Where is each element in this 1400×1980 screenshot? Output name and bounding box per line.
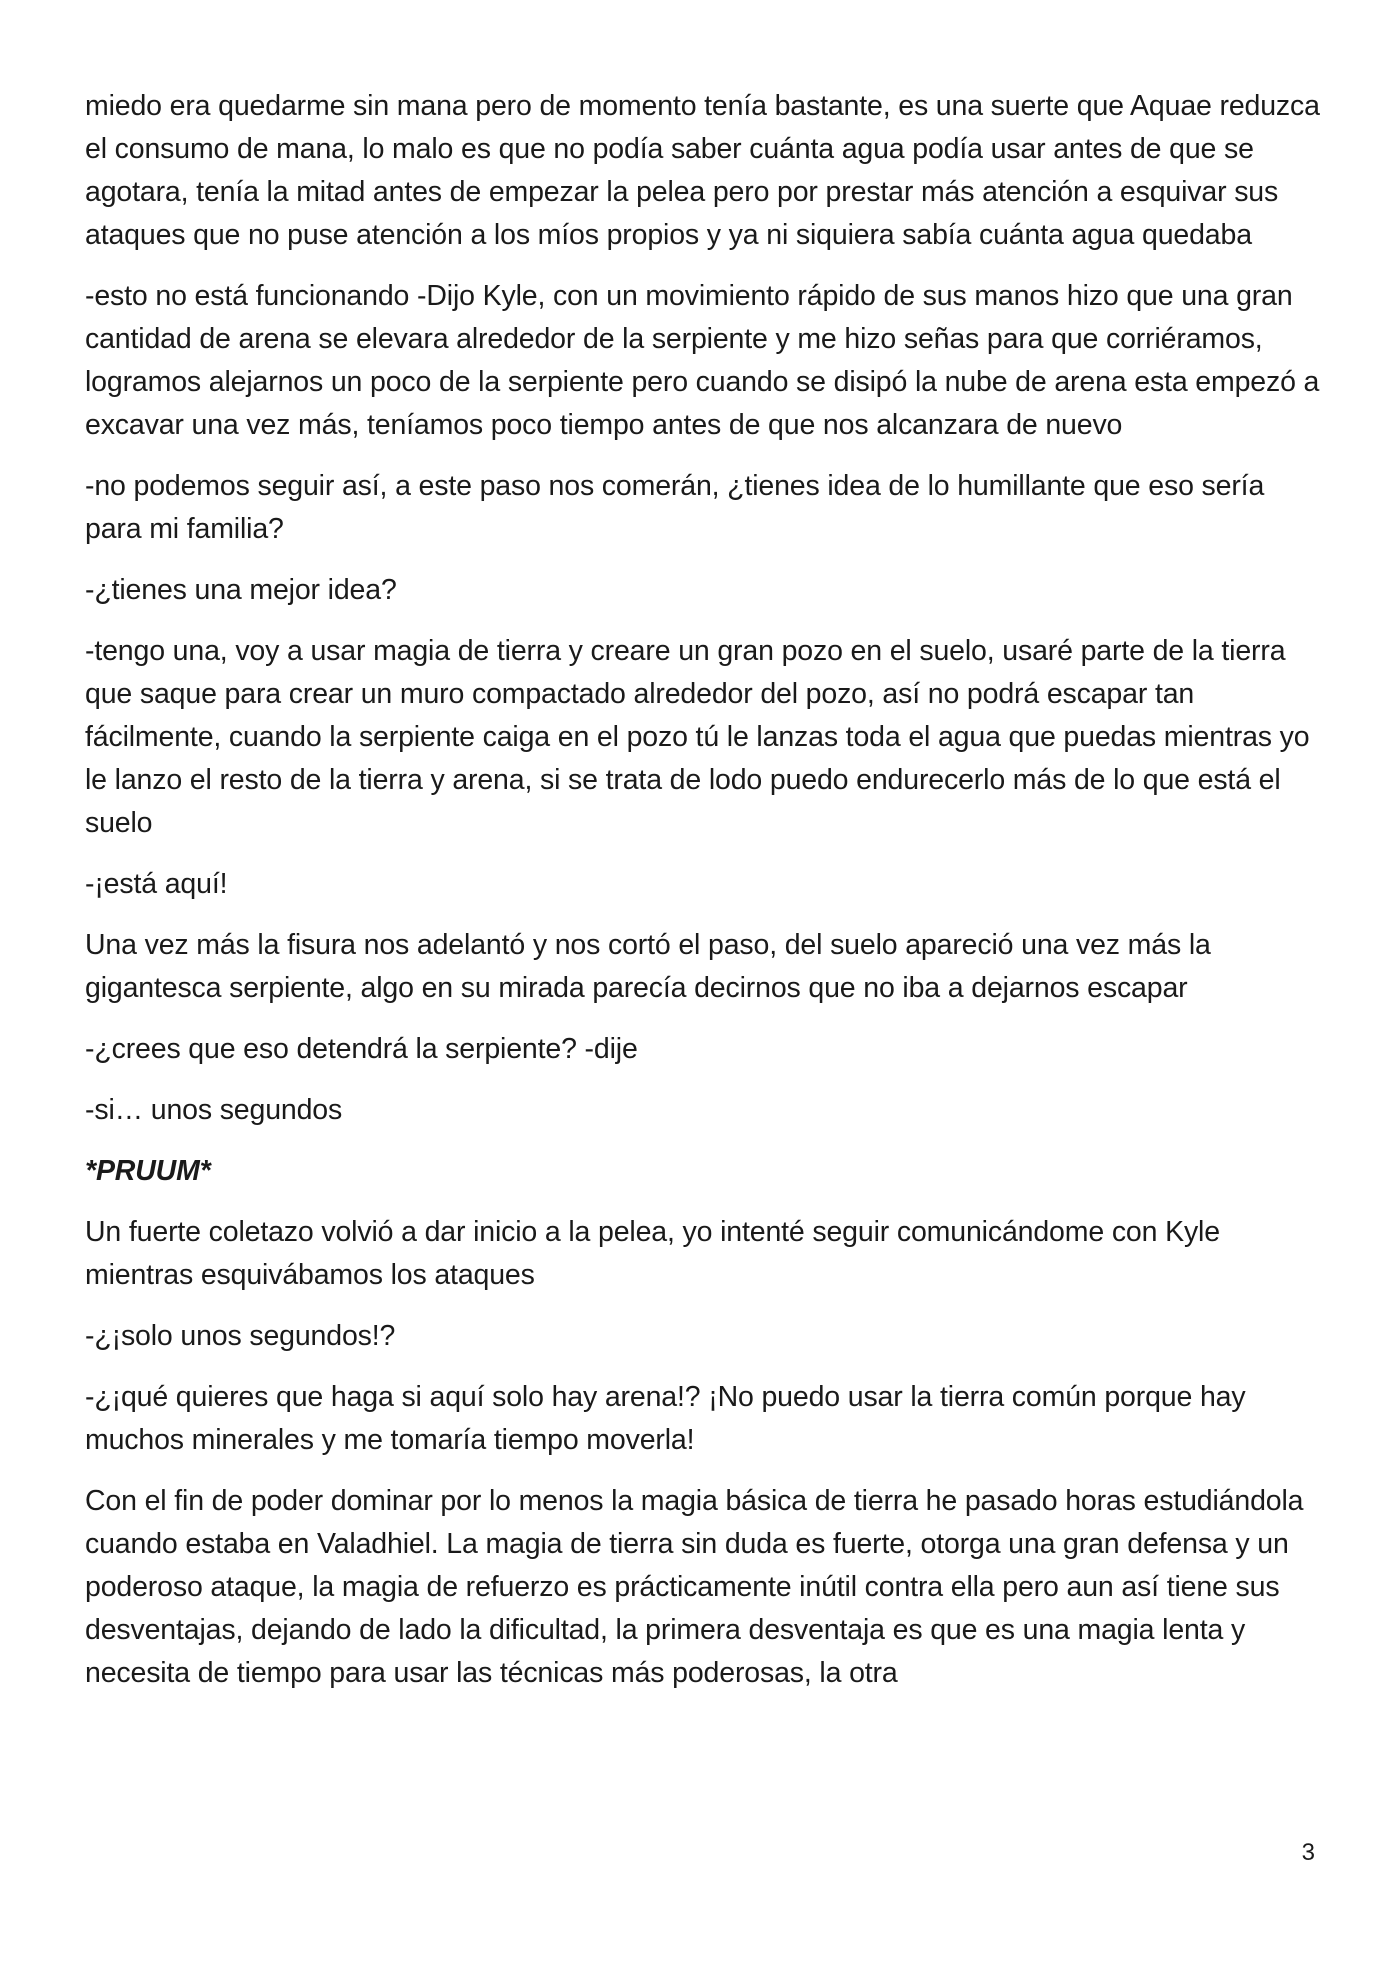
page-number: 3 [1301,1839,1315,1866]
paragraph: -¿tienes una mejor idea? [85,574,397,606]
paragraph: -¡está aquí! [85,868,228,900]
paragraph: -¿¡solo unos segundos!? [85,1320,396,1352]
paragraph: -¿¡qué quieres que haga si aquí solo hay arena!? ¡No puedo usar la tierra común porque hay muchos minerales y me tomaría tiempo moverla! [85,1381,1246,1456]
paragraph: -no podemos seguir así, a este paso nos comerán, ¿tienes idea de lo humillante que eso sería para mi familia? [85,470,1265,545]
body-text [85,85,1325,1713]
paragraph: Un fuerte coletazo volvió a dar inicio a la pelea, yo intenté seguir comunicándome con Kyle mientras esquivábamos los ataques [85,1216,1220,1291]
paragraph: Una vez más la fisura nos adelantó y nos cortó el paso, del suelo apareció una vez más la gigantesca serpiente, algo en su mirada parecía decirnos que no iba a dejarnos escapar [85,929,1211,1004]
paragraph: -tengo una, voy a usar magia de tierra y creare un gran pozo en el suelo, usaré parte de la tierra que saque para crear un muro compactado alrededor del pozo, así no podrá escapar tan fácilmente, cuando la serpiente caiga en el pozo tú le lanzas toda el agua que puedas mientras yo le lanzo el resto de la tierra y arena, si se trata de lodo puedo endurecerlo más de lo que está el suelo [85,635,1310,839]
paragraph: Con el fin de poder dominar por lo menos la magia básica de tierra he pasado horas estudiándola cuando estaba en Valadhiel. La magia de tierra sin duda es fuerte, otorga una gran defensa y un poderoso ataque, la magia de refuerzo es prácticamente inútil contra ella pero aun así tiene sus desventajas, dejando de lado la dificultad, la primera desventaja es que es una magia lenta y necesita de tiempo para usar las técnicas más poderosas, la otra [85,1485,1304,1689]
paragraph: -si… unos segundos [85,1094,343,1126]
paragraph: miedo era quedarme sin mana pero de momento tenía bastante, es una suerte que Aquae reduzca el consumo de mana, lo malo es que no podía saber cuánta agua podía usar antes de que se agotara, tenía la mitad antes de empezar la pelea pero por prestar más atención a esquivar sus ataques que no puse atención a los míos propios y ya ni siquiera sabía cuánta agua quedaba [85,90,1320,251]
paragraph: -esto no está funcionando -Dijo Kyle, con un movimiento rápido de sus manos hizo que una gran cantidad de arena se elevara alrededor de la serpiente y me hizo señas para que corriéramos, logramos alejarnos un poco de la serpiente pero cuando se disipó la nube de arena esta empezó a excavar una vez más, teníamos poco tiempo antes de que nos alcanzara de nuevo [85,280,1320,441]
paragraph: -¿crees que eso detendrá la serpiente? -dije [85,1033,638,1065]
sound-effect-text: *PRUUM* [85,1155,211,1187]
